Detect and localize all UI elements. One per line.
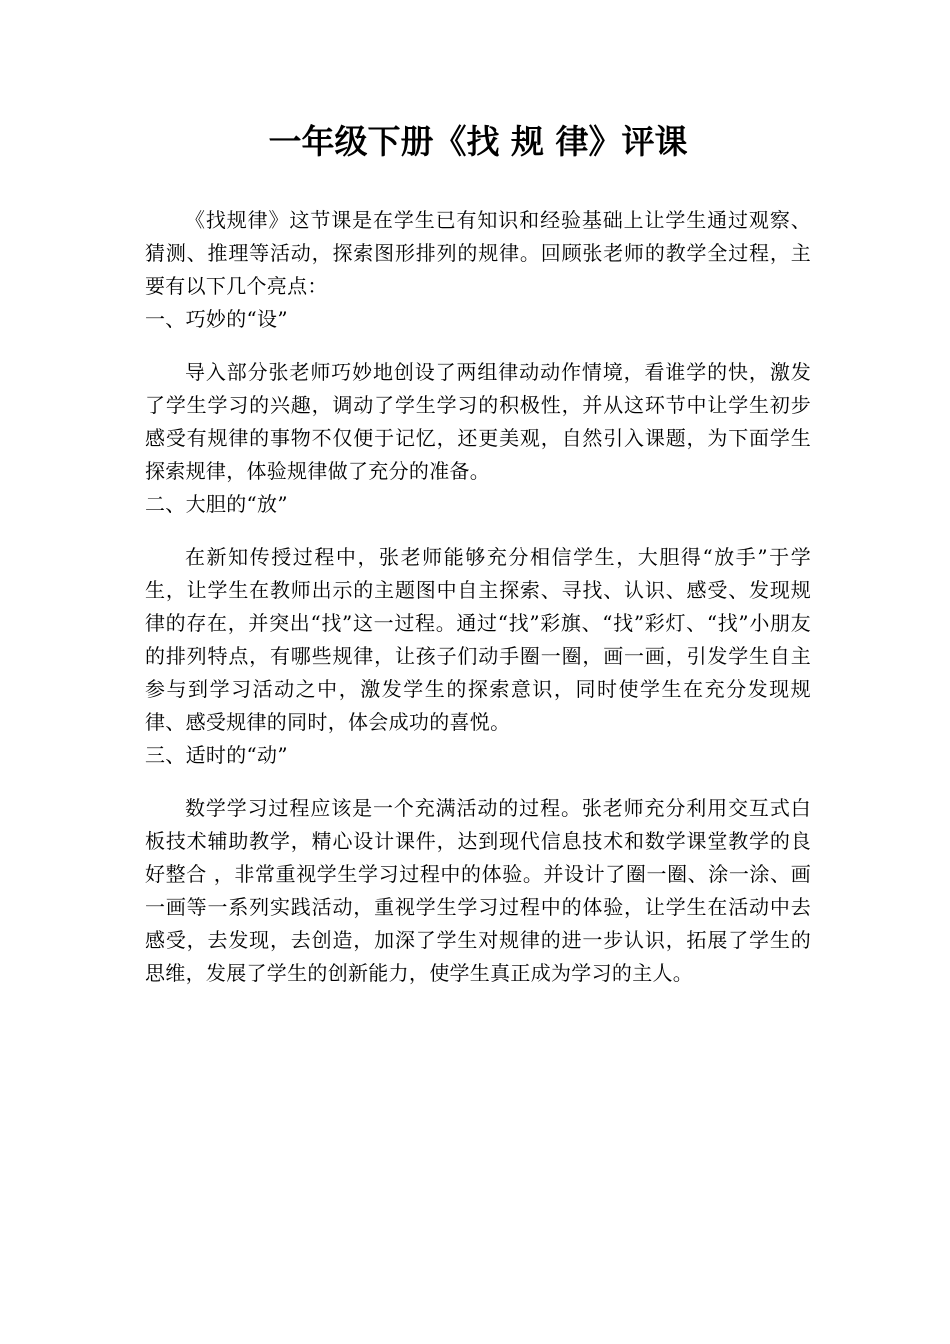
document-page — [145, 118, 811, 990]
section-heading-2: 二、大胆的“放” — [145, 492, 288, 516]
intro-paragraph: 《找规律》这节课是在学生已有知识和经验基础上让学生通过观察、猜测、推理等活动，探索图形排列的规律。回顾张老师的教学全过程，主要有以下几个亮点： — [145, 208, 811, 298]
section-body-3: 数学学习过程应该是一个充满活动的过程。张老师充分利用交互式白板技术辅助教学，精心设计课件，达到现代信息技术和数学课堂教学的良好整合 ，非常重视学生学习过程中的体验。并设计了圈一圈、涂一涂、画一画等一系列实践活动，重视学生学习过程中的体验，让学生在活动中去感受，去发现，去创造，加深了学生对规律的进一步认识，拓展了学生的思维，发展了学生的创新能力，使学生真正成为学习的主人。 — [145, 796, 811, 985]
section-3 — [145, 739, 811, 990]
document-title: 一年级下册《找 规 律》评课 — [268, 122, 688, 161]
section-heading-3: 三、适时的“动” — [145, 743, 288, 767]
section-body-2: 在新知传授过程中，张老师能够充分相信学生，大胆得“放手”于学生，让学生在教师出示的主题图中自主探索、寻找、认识、感受、发现规律的存在，并突出“找”这一过程。通过“找”彩旗、“找”彩灯、“找”小朋友的排列特点，有哪些规律，让孩子们动手圈一圈，画一画，引发学生自主参与到学习活动之中，激发学生的探索意识，同时使学生在充分发现规律、感受规律的同时，体会成功的喜悦。 — [145, 545, 811, 734]
section-1 — [145, 303, 811, 488]
section-heading-1: 一、巧妙的“设” — [145, 307, 288, 331]
section-body-1: 导入部分张老师巧妙地创设了两组律动动作情境，看谁学的快，激发了学生学习的兴趣，调动了学生学习的积极性，并从这环节中让学生初步感受有规律的事物不仅便于记忆，还更美观，自然引入课题，为下面学生探索规律，体验规律做了充分的准备。 — [145, 360, 811, 483]
section-2 — [145, 488, 811, 739]
